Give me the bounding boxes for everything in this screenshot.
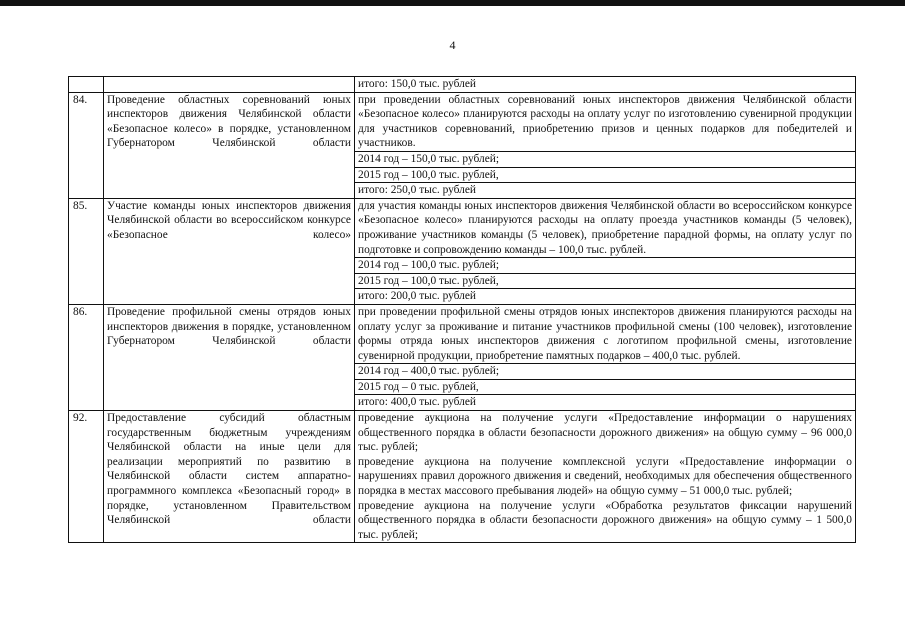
total-line: итого: 200,0 тыс. рублей bbox=[355, 288, 855, 304]
row-title: Предоставление субсидий областным государственным бюджетным учреждениям Челябинской области на иные цели для реализации мероприятий по развитию в Челябинской области систем аппаратно-программного комплекса «Безопасный город» в порядке, установленном Правительством Челябинской области bbox=[104, 411, 355, 543]
description-text: при проведении областных соревнований юных инспекторов движения Челябинской области «Безопасное колесо» планируются расходы на оплату услуг по изготовлению сувенирной продукции для участников соревнований, приобретению призов и ценных подарков для победителей и участников. bbox=[358, 93, 852, 150]
row-number: 92. bbox=[69, 411, 104, 543]
row-title: Проведение профильной смены отрядов юных инспекторов движения в порядке, установленном Губернатором Челябинской области bbox=[104, 304, 355, 410]
row-number: 85. bbox=[69, 198, 104, 304]
row-description bbox=[355, 411, 856, 543]
table-row bbox=[69, 77, 856, 93]
row-number: 86. bbox=[69, 304, 104, 410]
row-title: Участие команды юных инспекторов движения Челябинской области во всероссийском конкурсе «Безопасное колесо» bbox=[104, 198, 355, 304]
continuation-total: итого: 150,0 тыс. рублей bbox=[355, 77, 856, 93]
year-line: 2014 год – 400,0 тыс. рублей; bbox=[355, 363, 855, 379]
total-line: итого: 400,0 тыс. рублей bbox=[355, 394, 855, 410]
table-row bbox=[69, 411, 856, 543]
total-line: итого: 250,0 тыс. рублей bbox=[355, 182, 855, 198]
auction-item: проведение аукциона на получение комплексной услуги «Предоставление информации о нарушениях правил дорожного движения и сведений, необходимых для обеспечения общественного порядка в местах массового пребывания людей» на общую сумму – 51 000,0 тыс. рублей; bbox=[358, 455, 852, 498]
year-line: 2015 год – 100,0 тыс. рублей, bbox=[355, 273, 855, 289]
auction-item: проведение аукциона на получение услуги «Предоставление информации о нарушениях общественного порядка в области безопасности дорожного движения» на общую сумму – 96 000,0 тыс. рублей; bbox=[358, 412, 852, 454]
table-row bbox=[69, 304, 856, 410]
description-text: для участия команды юных инспекторов движения Челябинской области во всероссийском конкурсе «Безопасное колесо» планируются расходы на оплату проезда участников команды (5 человек), проживание участников команды (5 человек), приобретение парадной формы, на оплату услуг по подготовке и сопровождению команды – 100,0 тыс. рублей. bbox=[358, 199, 852, 256]
row-description bbox=[355, 198, 856, 304]
year-line: 2014 год – 150,0 тыс. рублей; bbox=[355, 151, 855, 167]
row-description bbox=[355, 304, 856, 410]
auction-item: проведение аукциона на получение услуги «Обработка результатов фиксации нарушений общественного порядка в области безопасности дорожного движения» на общую сумму – 1 500,0 тыс. рублей; bbox=[358, 499, 852, 541]
table-cell-title bbox=[104, 77, 355, 93]
table-cell-num bbox=[69, 77, 104, 93]
row-number: 84. bbox=[69, 92, 104, 198]
row-description bbox=[355, 92, 856, 198]
year-line: 2015 год – 100,0 тыс. рублей, bbox=[355, 167, 855, 183]
year-line: 2015 год – 0 тыс. рублей, bbox=[355, 379, 855, 395]
table-row bbox=[69, 198, 856, 304]
measures-table bbox=[68, 76, 856, 543]
top-border-rule bbox=[0, 0, 905, 6]
year-line: 2014 год – 100,0 тыс. рублей; bbox=[355, 257, 855, 273]
page-number: 4 bbox=[449, 38, 456, 52]
row-title: Проведение областных соревнований юных инспекторов движения Челябинской области «Безопасное колесо» в порядке, установленном Губернатором Челябинской области bbox=[104, 92, 355, 198]
description-text: при проведении профильной смены отрядов юных инспекторов движения планируются расходы на оплату услуг за проживание и питание участников профильной смены (100 человек), изготовление формы отряда юных инспекторов движения с логотипом профильной смены, изготовление сувенирной продукции, приобретение памятных подарков – 400,0 тыс. рублей. bbox=[358, 305, 852, 362]
table-row bbox=[69, 92, 856, 198]
